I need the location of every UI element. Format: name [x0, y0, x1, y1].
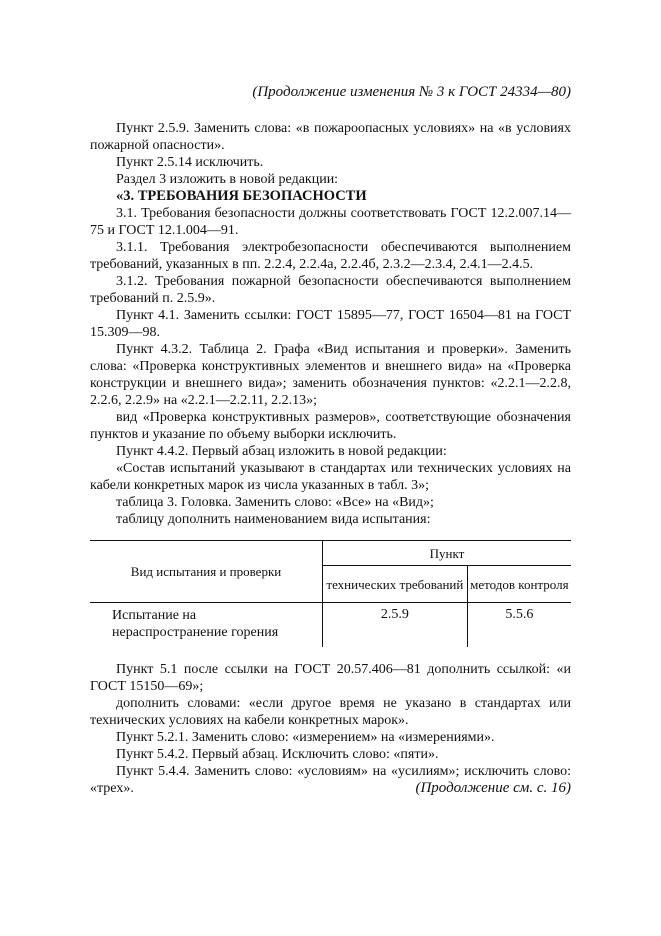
- paragraph: Пункт 4.4.2. Первый абзац изложить в новой редакции:: [116, 444, 447, 459]
- paragraph: 3.1.1. Требования электробезопасности обеспечиваются выполнением требований, указанных в пп. 2.2.4, 2.2.4а, 2.2.4б, 2.3.2—2.3.4, 2.4.1—2.4.5.: [90, 240, 571, 272]
- continuation-header: (Продолжение изменения № 3 к ГОСТ 24334—80): [252, 84, 571, 100]
- table-row: [90, 603, 571, 648]
- paragraph: «Состав испытаний указывают в стандартах или технических условиях на кабели конкретных марок из числа указанных в табл. 3»;: [90, 461, 571, 493]
- paragraph: вид «Проверка конструктивных размеров», соответствующие обозначения пунктов и указание по объему выборки исключить.: [90, 410, 571, 442]
- paragraph: Пункт 5.4.4. Заменить слово: «условиям» на «усилиям»; исключить слово: «трех».: [90, 764, 571, 796]
- paragraph: Пункт 5.1 после ссылки на ГОСТ 20.57.406—81 дополнить ссылкой: «и ГОСТ 15150—69»;: [90, 662, 571, 694]
- test-type-table: [90, 540, 571, 647]
- table-subheader-tech-requirements: технических требований: [323, 566, 468, 603]
- paragraph: Пункт 5.4.2. Первый абзац. Исключить слово: «пяти».: [116, 747, 439, 762]
- table-cell-control-methods: 5.5.6: [505, 607, 534, 622]
- paragraph: 3.1. Требования безопасности должны соответствовать ГОСТ 12.2.007.14—75 и ГОСТ 12.1.004—91.: [90, 206, 571, 238]
- paragraph: Пункт 4.3.2. Таблица 2. Графа «Вид испытания и проверки». Заменить слова: «Проверка конструктивных элементов и внешнего вида» на «Проверка конструкции и внешнего вида»; заменить обозначения пунктов: «2.2.1—2.2.8, 2.2.6, 2.2.9» на «2.2.1—2.2.11, 2.2.13»;: [90, 342, 571, 408]
- paragraph: Пункт 5.2.1. Заменить слово: «измерением» на «измерениями».: [116, 730, 495, 745]
- paragraph: дополнить словами: «если другое время не указано в стандартах или технических условиях на кабели конкретных марок».: [90, 696, 571, 728]
- paragraph: таблица 3. Головка. Заменить слово: «Все» на «Вид»;: [116, 495, 434, 510]
- paragraph: Раздел 3 изложить в новой редакции:: [116, 172, 339, 187]
- paragraph: таблицу дополнить наименованием вида испытания:: [116, 512, 431, 527]
- document-body: [90, 120, 571, 797]
- table-cell-tech-requirements: 2.5.9: [323, 603, 468, 648]
- table-header-punkt: Пункт: [323, 541, 572, 566]
- paragraph: Пункт 4.1. Заменить ссылки: ГОСТ 15895—77, ГОСТ 16504—81 на ГОСТ 15.309—98.: [90, 308, 571, 340]
- table-subheader-control-methods: методов контроля: [467, 566, 571, 603]
- paragraph: Пункт 2.5.14 исключить.: [116, 155, 264, 170]
- continuation-footer: (Продолжение см. с. 16): [415, 780, 571, 796]
- section-heading: «3. ТРЕБОВАНИЯ БЕЗОПАСНОСТИ: [116, 188, 367, 204]
- paragraph: Пункт 2.5.9. Заменить слова: «в пожароопасных условиях» на «в условиях пожарной опасности».: [90, 121, 571, 153]
- table-cell-test-name: Испытание на нераспространение горения: [90, 603, 323, 648]
- paragraph: 3.1.2. Требования пожарной безопасности обеспечиваются выполнением требований п. 2.5.9».: [90, 274, 571, 306]
- table-header-test-type: Вид испытания и проверки: [90, 541, 323, 603]
